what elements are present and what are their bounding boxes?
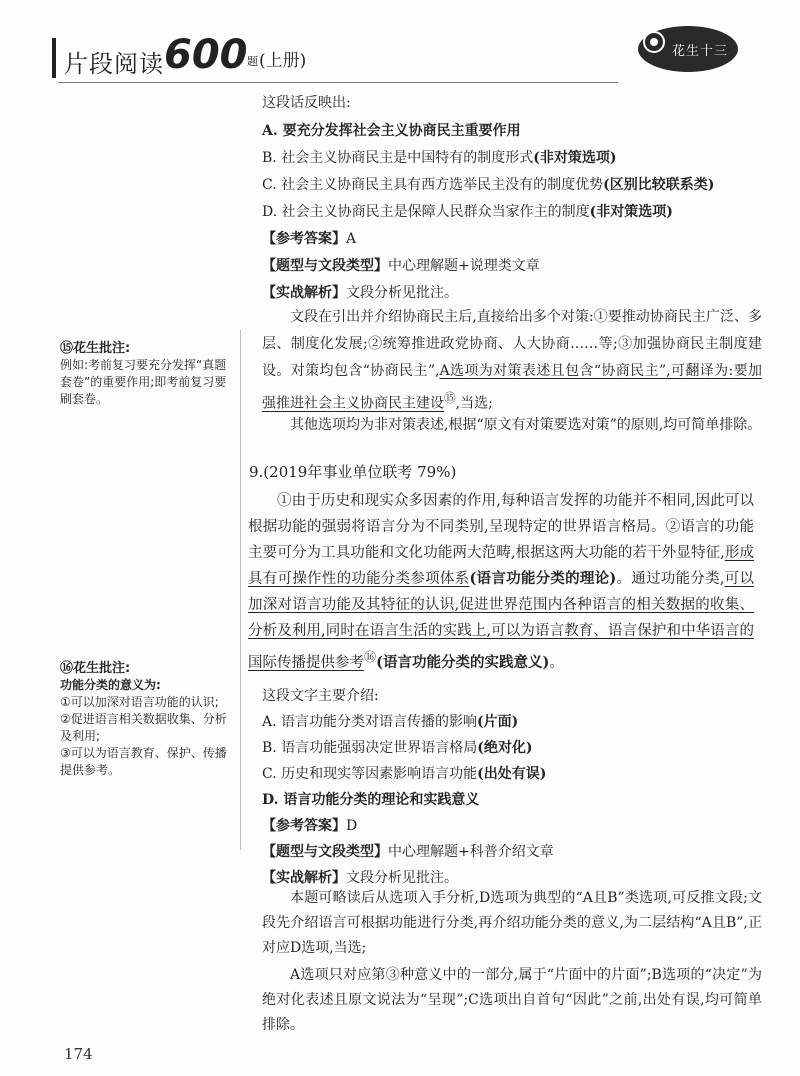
book-title: 片段阅读 — [64, 50, 164, 78]
side-note-15 — [60, 340, 230, 408]
page-number: 174 — [64, 1045, 93, 1063]
q8-option-b: B. 社会主义协商民主是中国特有的制度形式(非对策选项) — [262, 150, 617, 166]
header-bar — [52, 38, 56, 78]
q9-option-c: C. 历史和现实等因素影响语言功能(出处有误) — [262, 766, 547, 782]
q8-exclusion-paragraph: 其他选项均为非对策表述,根据“原文有对策要选对策”的原则,均可简单排除。 — [290, 417, 762, 433]
side-note-16-line4: ③可以为语言教育、保护、传播提供参考。 — [60, 746, 227, 777]
q9-passage: ①由于历史和现实众多因素的作用,每种语言发挥的功能并不相同,因此可以根据功能的强弱将语言分为不同类别,呈现特定的世界语言格局。②语言的功能主要可分为工具功能和文化功能两大范畴,根据这两大功能的若干外显特征,形成具有可操作性的功能分类参项体系(语言功能分类的理论)。通过功能分类,可以加深对语言功能及其特征的认识,促进世界范围内各种语言的相关数据的收集、分析及利用,同时在语言生活的实践上,可以为语言教育、语言保护和中华语言的国际传播提供参考⑯(语言功能分类的实践意义)。 — [248, 493, 755, 671]
q9-analysis-paragraph: 本题可略读后从选项入手分析,D选项为典型的“A且B”类选项,可反推文段;文段先介绍语言可根据功能进行分类,再介绍功能分类的意义,为二层结构“A且B”,正对应D选项,当选; — [262, 890, 762, 956]
book-subtitle: (上册) — [259, 51, 307, 71]
q9-analysis: 【实战解析】文段分析见批注。 — [262, 870, 458, 886]
q8-type: 【题型与文段类型】中心理解题+说理类文章 — [262, 258, 540, 274]
q9-stem: 这段文字主要介绍: — [262, 688, 379, 704]
q9-option-a: A. 语言功能分类对语言传播的影响(片面) — [262, 714, 519, 730]
q9-option-d: D. 语言功能分类的理论和实践意义 — [262, 792, 480, 808]
q9-exclusion-paragraph: A选项只对应第③种意义中的一部分,属于“片面中的片面”;B选项的“决定”为绝对化表述且原文说法为“呈现”;C选项出自首句“因此”之前,出处有误,均可简单排除。 — [262, 967, 762, 1033]
q9-heading: 9.(2019年事业单位联考 79%) — [249, 463, 457, 481]
q8-analysis: 【实战解析】文段分析见批注。 — [262, 285, 458, 301]
book-number: 600 — [164, 32, 248, 78]
q8-option-d: D. 社会主义协商民主是保障人民群众当家作主的制度(非对策选项) — [262, 204, 673, 220]
q8-option-c: C. 社会主义协商民主具有西方选举民主没有的制度优势(区别比较联系类) — [262, 177, 715, 193]
side-note-16-title: ⑯花生批注: — [60, 661, 131, 676]
side-note-15-body: 例如:考前复习要充分发挥“真题套卷”的重要作用;即考前复习要刷套卷。 — [60, 358, 227, 406]
brand-logo-text: 花生十三 — [672, 44, 729, 59]
side-note-16-line1: 功能分类的意义为: — [60, 678, 161, 692]
side-note-16-line3: ②促进语言相关数据收集、分析及利用; — [60, 712, 227, 743]
book-number-suffix: 题 — [247, 55, 258, 68]
side-note-15-title: ⑮花生批注: — [60, 341, 131, 356]
side-note-16-line2: ①可以加深对语言功能的认识; — [60, 695, 219, 709]
side-note-16 — [60, 660, 230, 779]
q9-option-b: B. 语言功能强弱决定世界语言格局(绝对化) — [262, 740, 533, 756]
q8-analysis-paragraph: 文段在引出并介绍协商民主后,直接给出多个对策:①要推动协商民主广泛、多层、制度化发展;②统筹推进政党协商、人大协商……等;③加强协商民主制度建设。对策均包含“协商民主”,A选项为对策表述且包含“协商民主”,可翻译为:要加强推进社会主义协商民主建设⑮,当选; — [262, 309, 763, 412]
margin-rule — [240, 330, 241, 850]
q9-answer: 【参考答案】D — [262, 818, 358, 834]
q8-answer: 【参考答案】A — [262, 231, 357, 247]
q9-type: 【题型与文段类型】中心理解题+科普介绍文章 — [262, 844, 554, 860]
header-rule — [58, 82, 618, 83]
q8-stem: 这段话反映出: — [262, 95, 351, 111]
q8-option-a: A. 要充分发挥社会主义协商民主重要作用 — [262, 123, 521, 139]
